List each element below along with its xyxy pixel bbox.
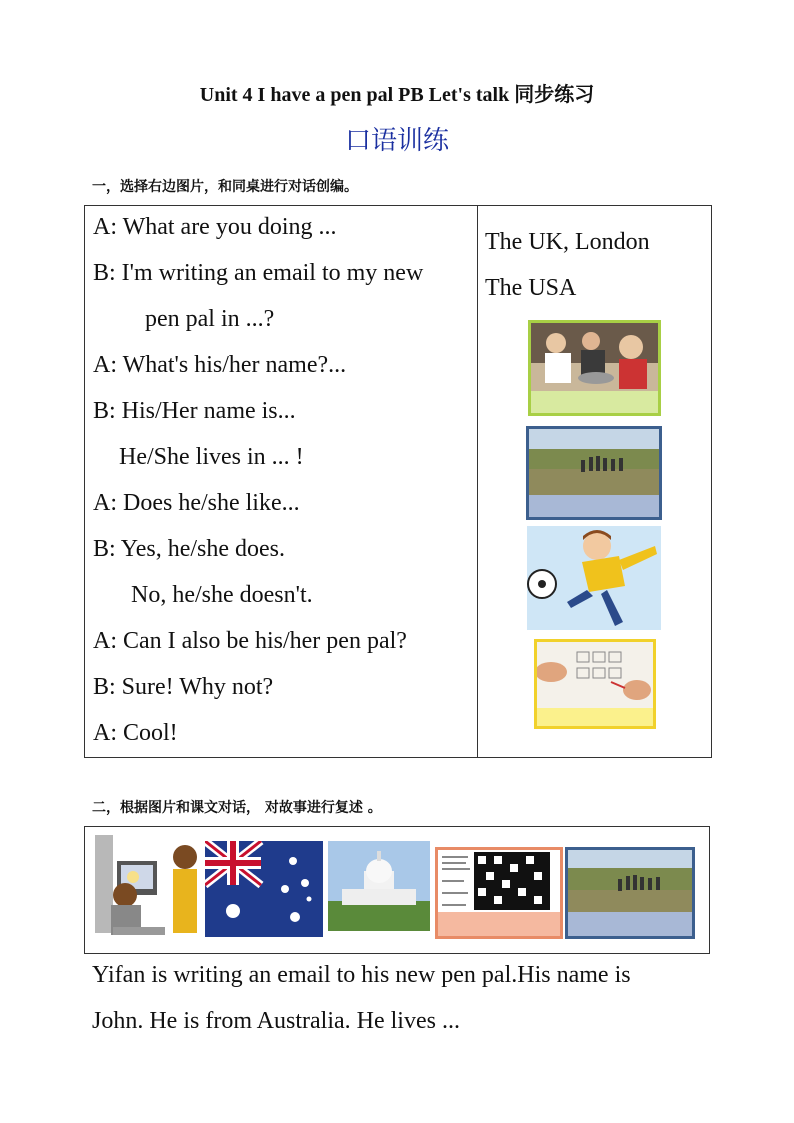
dialog-line: B: I'm writing an email to my new — [93, 260, 424, 286]
dialog-line: B: Sure! Why not? — [93, 674, 274, 700]
dialog-line: A: Does he/she like... — [93, 490, 300, 516]
dialog-line: A: What's his/her name?... — [93, 352, 347, 378]
table-divider — [477, 206, 478, 757]
dialog-line: B: His/Her name is... — [93, 398, 296, 424]
boy-at-computer-image[interactable] — [93, 831, 203, 937]
australian-flag-image[interactable] — [205, 841, 323, 937]
people-hiking-image[interactable] — [565, 847, 695, 939]
dialog-line: A: What are you doing ... — [93, 214, 337, 240]
dialog-line: A: Cool! — [93, 720, 178, 746]
word-puzzle-image[interactable] — [534, 639, 656, 729]
dialog-list — [93, 210, 473, 762]
story-text — [92, 952, 732, 1044]
section1-heading: 一，选择右边图片，和同桌进行对话创编。 — [92, 179, 358, 195]
us-capitol-image[interactable] — [328, 841, 430, 931]
people-hiking-image[interactable] — [526, 426, 662, 520]
place-uk: The UK, London — [485, 229, 650, 255]
dialog-line: He/She lives in ... ! — [119, 444, 304, 470]
section2-heading: 二，根据图片和课文对话， 对故事进行复述 。 — [92, 800, 382, 816]
children-cooking-image[interactable] — [528, 320, 661, 416]
dialog-line: pen pal in ...? — [145, 306, 275, 332]
crossword-puzzle-image[interactable] — [435, 847, 563, 939]
places-list — [485, 224, 650, 316]
place-usa: The USA — [485, 275, 577, 301]
dialog-line: B: Yes, he/she does. — [93, 536, 286, 562]
story-pictures-table — [84, 826, 710, 954]
boy-playing-football-image[interactable] — [527, 526, 661, 630]
dialog-table — [84, 205, 712, 758]
story-line: John. He is from Australia. He lives ... — [92, 1008, 460, 1034]
story-line: Yifan is writing an email to his new pen pal.His name is — [92, 962, 631, 988]
page-subtitle: 口语训练 — [344, 126, 449, 156]
page-title: Unit 4 I have a pen pal PB Let's talk 同步练习 — [199, 84, 595, 106]
dialog-line: A: Can I also be his/her pen pal? — [93, 628, 407, 654]
dialog-line: No, he/she doesn't. — [131, 582, 313, 608]
